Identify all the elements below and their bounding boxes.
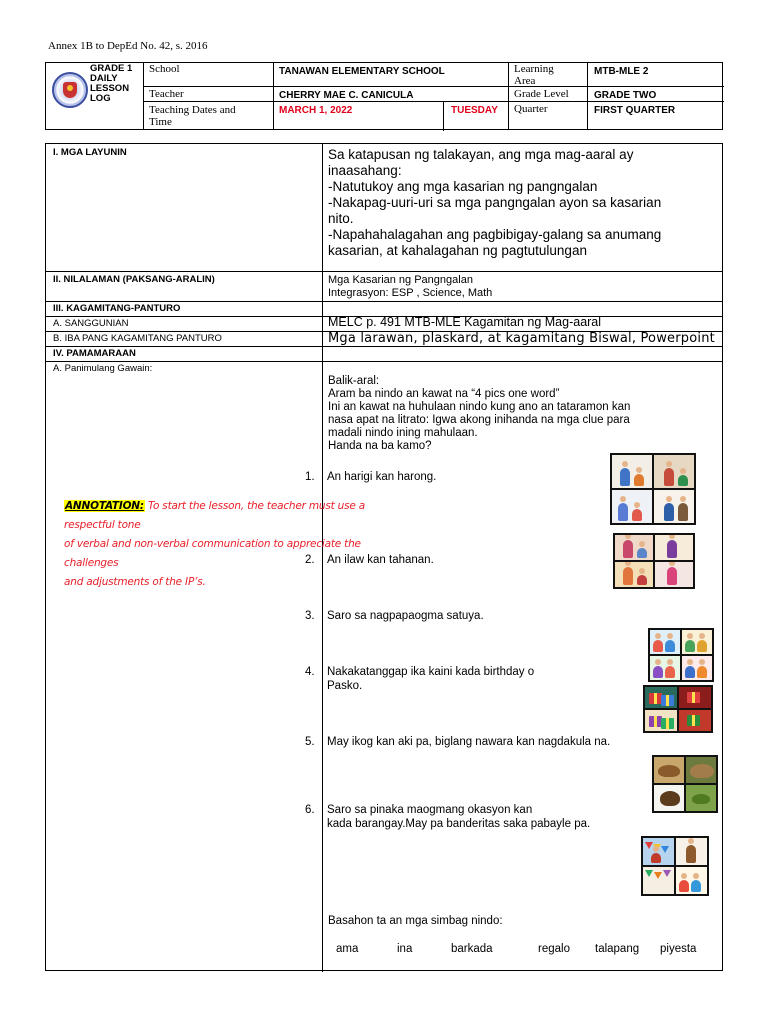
quarter-value: FIRST QUARTER xyxy=(594,105,676,116)
deped-seal-icon xyxy=(52,72,88,108)
learning-area-label: Learning Area xyxy=(514,63,554,87)
annex-reference: Annex 1B to DepEd No. 42, s. 2016 xyxy=(48,40,208,52)
iba-kagamitan-label: B. IBA PANG KAGAMITANG PANTURO xyxy=(53,333,222,344)
answer-word: piyesta xyxy=(660,943,697,955)
sanggunian-value: MELC p. 491 MTB-MLE Kagamitan ng Mag-aaral xyxy=(328,315,602,329)
clue-item: 4. Nakakatanggap ika kaini kada birthday o Pasko. xyxy=(305,666,535,692)
clue-6-pictures xyxy=(641,836,709,896)
clue-item: 3.Saro sa nagpapaogma satuya. xyxy=(305,610,484,622)
clue-3-pictures xyxy=(648,628,714,682)
teacher-label: Teacher xyxy=(149,88,184,100)
sanggunian-label: A. SANGGUNIAN xyxy=(53,318,129,329)
annotation-note: ANNOTATION: To start the lesson, the teacher must use a respectful tone of verbal and non-verbal communication to appreciate the challenges and adjustments of the IP’s. xyxy=(64,500,366,588)
basahon-text: Basahon ta an mga simbag nindo: xyxy=(328,915,503,927)
log-title: GRADE 1 DAILY LESSON LOG xyxy=(90,63,133,104)
panimula-label: A. Panimulang Gawain: xyxy=(53,363,153,374)
learning-area-value: MTB-MLE 2 xyxy=(594,66,649,77)
teaching-dates-label: Teaching Dates and Time xyxy=(149,104,236,128)
teaching-date-value: MARCH 1, 2022 xyxy=(279,105,353,116)
section-kagamitan-label: III. KAGAMITANG-PANTURO xyxy=(53,303,181,314)
teaching-day-value: TUESDAY xyxy=(451,105,498,116)
clue-1-pictures xyxy=(610,453,696,525)
quarter-label: Quarter xyxy=(514,103,548,115)
clue-item: 2. An ilaw kan tahanan. xyxy=(305,554,434,566)
iba-kagamitan-value: Mga larawan, plaskard, at kagamitang Biswal, Powerpoint xyxy=(328,331,715,346)
section-pamamaraan-label: IV. PAMAMARAAN xyxy=(53,348,136,359)
answer-word: ama xyxy=(336,943,359,955)
grade-level-label: Grade Level xyxy=(514,88,569,100)
grade-level-value: GRADE TWO xyxy=(594,90,657,101)
objectives-text: Sa katapusan ng talakayan, ang mga mag-aaral ay inaasahang: -Natutukoy ang mga kasarian ng pangngalan -Nakapag-uuri-uri sa mga pangngalan ayon sa kasarian nito. -Napahahalagahan ang pagbibigay-galang sa anumang kasarian, at kahalagahan ng pagtutulungan xyxy=(328,147,662,258)
clue-item: 1. An harigi kan harong. xyxy=(305,471,437,483)
school-label: School xyxy=(149,63,180,75)
clue-item: 6. Saro sa pinaka maogmang okasyon kan kada barangay.May pa banderitas saka pabayle pa. xyxy=(305,804,591,830)
clue-item: 5. May ikog kan aki pa, biglang nawara kan nagdakula na. xyxy=(305,736,611,748)
header-table xyxy=(45,62,723,130)
answer-word: ina xyxy=(397,943,413,955)
intro-text: Balik-aral: Aram ba nindo an kawat na “4 pics one word” Ini an kawat na huhulaan nindo kung ano an tataramon kan nasa apat na litrato: Igwa akong inihanda na mga clue para madali nindo ining mahulaan. Handa na ba kamo? xyxy=(328,375,631,452)
clue-4-pictures xyxy=(643,685,713,733)
school-value: TANAWAN ELEMENTARY SCHOOL xyxy=(279,66,445,77)
content-text: Mga Kasarian ng Pangngalan Integrasyon: ESP , Science, Math xyxy=(328,274,493,299)
answer-word: regalo xyxy=(538,943,570,955)
teacher-value: CHERRY MAE C. CANICULA xyxy=(279,90,414,101)
clue-5-pictures xyxy=(652,755,718,813)
section-nilalaman-label: II. NILALAMAN (PAKSANG-ARALIN) xyxy=(53,274,215,285)
answer-word: talapang xyxy=(595,943,640,955)
section-layunin-label: I. MGA LAYUNIN xyxy=(53,147,127,158)
clue-2-pictures xyxy=(613,533,695,589)
answer-word: barkada xyxy=(451,943,493,955)
